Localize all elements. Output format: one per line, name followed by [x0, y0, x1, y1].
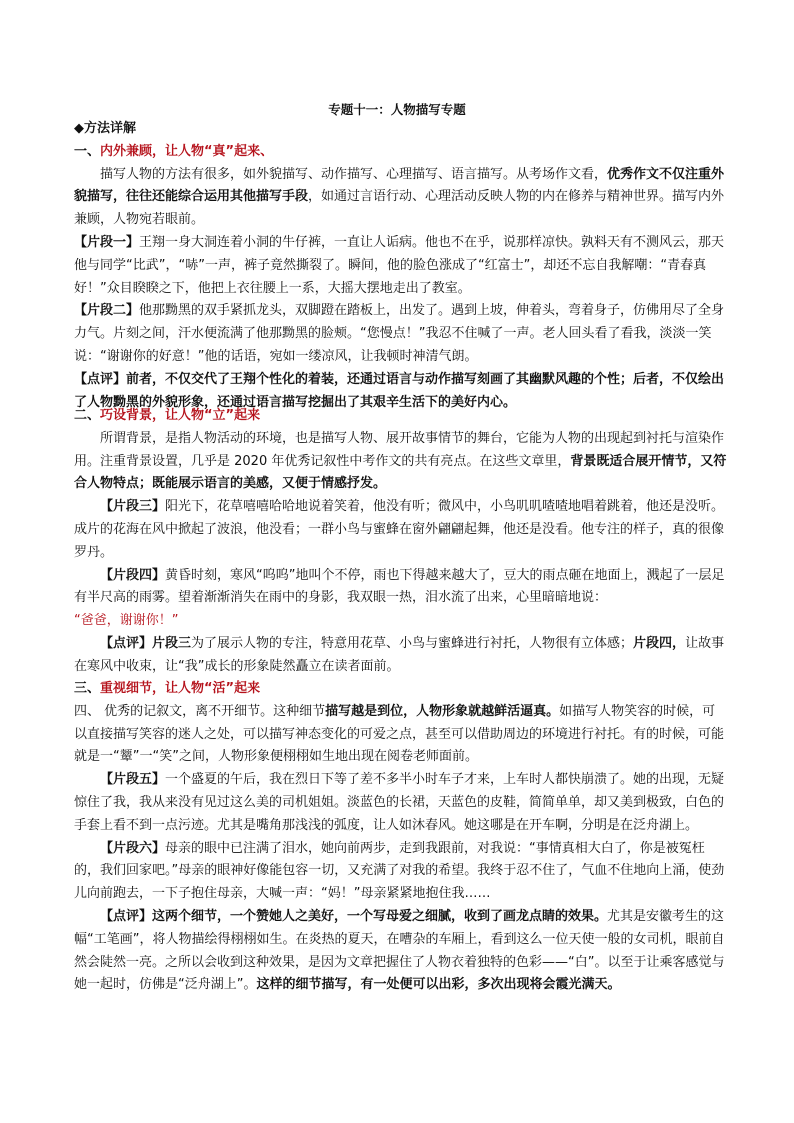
section-2-heading-num: 二、 — [74, 408, 101, 423]
fragment-3-text: 阳光下，花草嘻嘻哈哈地说着笑着，他没有听；微风中，小鸟叽叽喳喳地唱着跳着，他还是没听。成片的花海在风中掀起了波浪，他没看；一群小鸟与蜜蜂在窗外翩翩起舞，他还是没看。他专注的样子，真的很像罗丹。 — [74, 499, 725, 560]
fragment-6-tag: 【片段六】 — [100, 840, 166, 856]
fragment-1-tag: 【片段一】 — [74, 234, 140, 250]
comment-2-text-2: 让故事在寒风中收束，让“我”成长的形象陡然矗立在读者面前。 — [74, 635, 725, 674]
fragment-4-quote: “爸爸，谢谢你！” — [74, 613, 179, 629]
comment-2-bold-2: 片段四， — [633, 635, 686, 651]
comment-3-bold-1: 这两个细节，一个赞她人之美好，一个写母爱之细腻，收到了画龙点睛的效果。 — [152, 908, 608, 924]
section-3-intro-b: 描写越是到位，人物形象就越鲜活逼真。 — [325, 703, 560, 719]
section-2-intro-b: 背景既适合展开情节，又符合人物特点；既能展示语言的美感，又便于情感抒发。 — [74, 453, 727, 492]
fragment-4-tag: 【片段四】 — [100, 567, 166, 583]
section-3-heading — [74, 678, 728, 701]
section-3 — [74, 678, 728, 997]
section-2-heading — [74, 405, 728, 428]
comment-3-bold-2: 这样的细节描写，有一处便可以出彩，多次出现将会霞光满天。 — [256, 977, 621, 993]
comment-3-text-1: 尤其是安徽考生的这幅“工笔画”，将人物描绘得栩栩如生。在炎热的夏天，在嘈杂的车厢上，看到这么一位天使一般的女司机，眼前自然会陡然一亮。之所以会收到这种效果，是因为文章把握住了人物衣着独特的色彩——“白”。以至于让乘客感觉与她一起时，仿佛是“泛舟湖上”。 — [74, 908, 725, 993]
section-1 — [74, 118, 728, 414]
section-2-heading-text: 巧设背景，让人物“立”起来 — [100, 408, 261, 423]
section-2-intro-a: 所谓背景，是指人物活动的环境，也是描写人物、展开故事情节的舞台，它能为人物的出现起到衬托与渲染作用。注重背景设置，几乎是 2020 年优秀记叙性中考作文的共有亮点。在这些文章里， — [74, 430, 725, 469]
section-3-heading-text: 重视细节，让人物“活”起来 — [100, 681, 261, 696]
comment-2-bold-1: 片段三 — [152, 635, 192, 651]
fragment-4-text: 黄昏时刻，寒风“呜呜”地叫个不停，雨也下得越来越大了，豆大的雨点砸在地面上，溅起了一层足有半尺高的雨雾。望着渐渐消失在雨中的身影，我双眼一热，泪水流了出来，心里暗暗地说： — [74, 567, 725, 606]
section-1-intro-a: 描写人物的方法有很多，如外貌描写、动作描写、心理描写、语言描写。从考场作文看， — [100, 166, 608, 182]
comment-2-text-1: 为了展示人物的专注，特意用花草、小鸟与蜜蜂进行衬托，人物很有立体感； — [191, 635, 634, 651]
fragment-5 — [74, 769, 728, 837]
fragment-5-tag: 【片段五】 — [100, 772, 166, 788]
fragment-1-text: 王翔一身大洞连着小洞的牛仔裤，一直让人诟病。他也不在乎，说那样凉快。孰料天有不测风云，那天他与同学“比武”，“哧”一声，裤子竟然撕裂了。瞬间，他的脸色涨成了“红富士”，却还不忘自我解嘲：“青春真好！”众目睽睽之下，他把上衣往腰上一系，大摇大摆地走出了教室。 — [74, 234, 725, 296]
section-3-intro — [74, 701, 728, 769]
section-1-intro — [74, 164, 728, 232]
fragment-4 — [74, 565, 728, 633]
section-2 — [74, 405, 728, 679]
section-1-intro-b: 优秀作文不仅注重外貌描写，往往还能综合运用其他描写手段 — [74, 166, 725, 205]
fragment-5-text: 一个盛夏的午后，我在烈日下等了差不多半小时车子才来，上车时人都快崩溃了。她的出现，无疑惊住了我，我从来没有见过这么美的司机姐姐。淡蓝色的长裙，天蓝色的皮鞋，简简单单，却又美到极致，白色的手套上看不到一点污迹。尤其是嘴角那浅浅的弧度，让人如沐春风。她这哪是在开车啊，分明是在泛舟湖上。 — [74, 772, 725, 833]
comment-3-tag: 【点评】 — [100, 908, 153, 924]
comment-2-tag: 【点评】 — [100, 635, 153, 651]
comment-2 — [74, 633, 728, 679]
section-1-intro-c: ，如通过言语行动、心理活动反映人物的内在修养与精神世界。描写内外兼顾，人物宛若眼前。 — [74, 189, 725, 228]
comment-1-tag: 【点评】 — [74, 371, 127, 387]
fragment-1 — [74, 232, 728, 300]
page-title: 专题十一：人物描写专题 — [328, 102, 466, 117]
section-3-intro-c: 如描写人物笑容的时候，可以直接描写笑容的迷人之处，可以描写神态变化的可爱之点，甚至可以借助周边的环境进行衬托。有的时候，可能就是一“颦”一“笑”之间，人物形象便栩栩如生地出现在阅卷老师面前。 — [74, 703, 725, 765]
fragment-2-tag: 【片段二】 — [74, 303, 140, 319]
section-3-intro-a: 四、 优秀的记叙文，离不开细节。这种细节 — [74, 703, 326, 719]
fragment-3 — [74, 496, 728, 564]
method-heading: ◆方法详解 — [74, 121, 136, 136]
fragment-3-tag: 【片段三】 — [100, 499, 166, 515]
section-1-heading-num: 一、 — [74, 143, 101, 159]
section-2-intro — [74, 428, 728, 496]
section-1-heading-text: 内外兼顾，让人物“真”起来、 — [100, 143, 274, 159]
fragment-6 — [74, 838, 728, 906]
fragment-2 — [74, 300, 728, 368]
fragment-2-text: 他那黝黑的双手紧抓龙头，双脚蹬在踏板上，出发了。遇到上坡，伸着头，弯着身子，仿佛用尽了全身力气。片刻之间，汗水便流满了他那黝黑的脸颊。“您慢点！”我忍不住喊了一声。老人回头看了看我，淡淡一笑说：“谢谢你的好意！”他的话语，宛如一缕凉风，让我顿时神清气朗。 — [74, 303, 725, 364]
section-3-heading-num: 三、 — [74, 681, 101, 696]
fragment-6-text: 母亲的眼中已注满了泪水，她向前两步，走到我跟前，对我说：“事情真相大白了，你是被冤枉的，我们回家吧。”母亲的眼神好像能包容一切，又充满了对我的希望。我终于忍不住了，气血不住地向上涌，使劲儿向前跑去，一下子抱住母亲，大喊一声：“妈！”母亲紧紧地抱住我…… — [74, 840, 725, 902]
comment-3 — [74, 906, 728, 997]
comment-1-text: 前者，不仅交代了王翔个性化的着装，还通过语言与动作描写刻画了其幽默风趣的个性；后者，不仅绘出了人物黝黑的外貌形象，还通过语言描写挖掘出了其艰辛生活下的美好内心。 — [74, 371, 725, 410]
section-1-heading — [74, 141, 728, 164]
